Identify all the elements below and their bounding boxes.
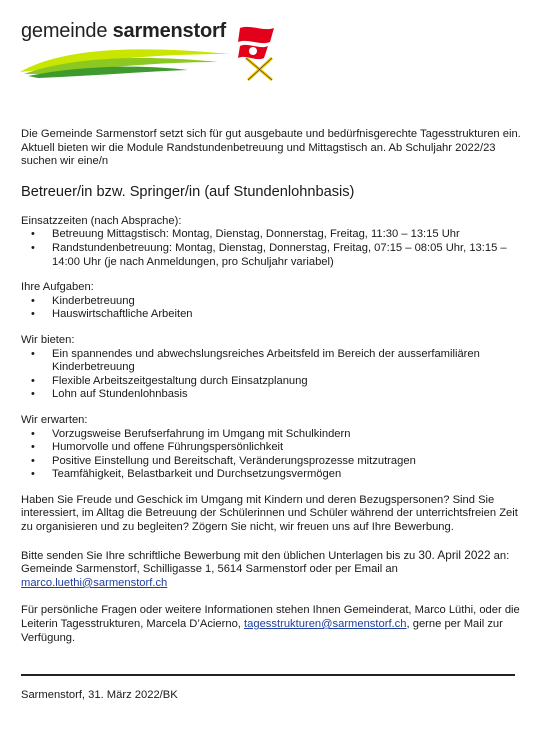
section-heading-tasks: Ihre Aufgaben: [21,281,94,294]
section-heading-schedule: Einsatzzeiten (nach Absprache): [21,214,182,227]
list-item: • Humorvolle und offene Führungspersönlichkeit [21,441,521,455]
list-item: • Lohn auf Stundenlohnbasis [21,388,521,402]
list-item: • Vorzugsweise Berufserfahrung im Umgang mit Schulkindern [21,428,521,442]
job-title: Betreuer/in bzw. Springer/in (auf Stundenlohnbasis) [21,183,355,200]
list-item: • Hauswirtschaftliche Arbeiten [21,308,521,322]
application-text-after: an: Gemeinde Sarmenstorf, Schilligasse 1, 5614 Sarmenstorf oder per Email an [21,549,510,576]
tasks-list [21,295,521,322]
list-item: • Kinderbetreuung [21,295,521,309]
list-item: • Positive Einstellung und Bereitschaft, Veränderungsprozesse mitzutragen [21,455,521,469]
section-heading-offer: Wir bieten: [21,333,75,346]
logo-text-bold: sarmenstorf [112,20,227,42]
landscape-swoosh-icon [18,40,233,80]
list-item: • Ein spannendes und abwechslungsreiches Arbeitsfeld im Bereich der ausserfamiliären Kinderbetreuung [21,348,521,375]
contact-text-after: , gerne per Mail zur Verfügung. [21,618,503,644]
application-deadline: 30. April 2022 [418,547,491,562]
offer-list [21,348,521,402]
logo-text-light: gemeinde [21,20,108,42]
closing-paragraph: Haben Sie Freude und Geschick im Umgang mit Kindern und deren Bezugspersonen? Sind Sie interessiert, im Alltag die Betreuung der Schülerinnen und Schüler während der unterrichtsfreien Zeit zu organisieren und zu begleiten? Zögern Sie nicht, wir freuen uns auf Ihre Bewerbung. [21,493,518,534]
expectations-list [21,428,521,482]
section-heading-expectations: Wir erwarten: [21,413,88,426]
list-item: • Randstundenbetreuung: Montag, Dienstag, Donnerstag, Freitag, 07:15 – 08:05 Uhr, 13:15 – 14:00 Uhr (je nach Anmeldungen, pro Schuljahr variabel) [21,242,521,269]
list-item: • Betreuung Mittagstisch: Montag, Dienstag, Donnerstag, Freitag, 11:30 – 13:15 Uhr [21,228,521,242]
schedule-list [21,228,521,269]
application-paragraph [21,549,521,591]
contact-paragraph [21,604,521,645]
coat-of-arms-icon [234,24,282,84]
contact-text-before: Für persönliche Fragen oder weitere Informationen stehen Ihnen Gemeinderat, Marco Lüthi, oder die Leiterin Tagesstrukturen, Marcela D’Acierno, [21,604,520,631]
job-ad-body [21,128,521,659]
application-email-link[interactable]: marco.luethi@sarmenstorf.ch [21,576,168,589]
intro-paragraph: Die Gemeinde Sarmenstorf setzt sich für gut ausgebaute und bedürfnisgerechte Tagesstrukturen ein. Aktuell bieten wir die Module Randstundenbetreuung und Mittagstisch an. Ab Schuljahr 2022/23 suchen wir eine/n [21,128,521,168]
list-item: • Teamfähigkeit, Belastbarkeit und Durchsetzungsvermögen [21,468,521,482]
list-item: • Flexible Arbeitszeitgestaltung durch Einsatzplanung [21,375,521,389]
footer-divider [21,674,515,676]
application-text-before: Bitte senden Sie Ihre schriftliche Bewerbung mit den üblichen Unterlagen bis zu [21,549,419,562]
contact-email-link[interactable]: tagesstrukturen@sarmenstorf.ch [244,618,407,631]
header [0,0,544,110]
footer-date: Sarmenstorf, 31. März 2022/BK [21,689,178,701]
